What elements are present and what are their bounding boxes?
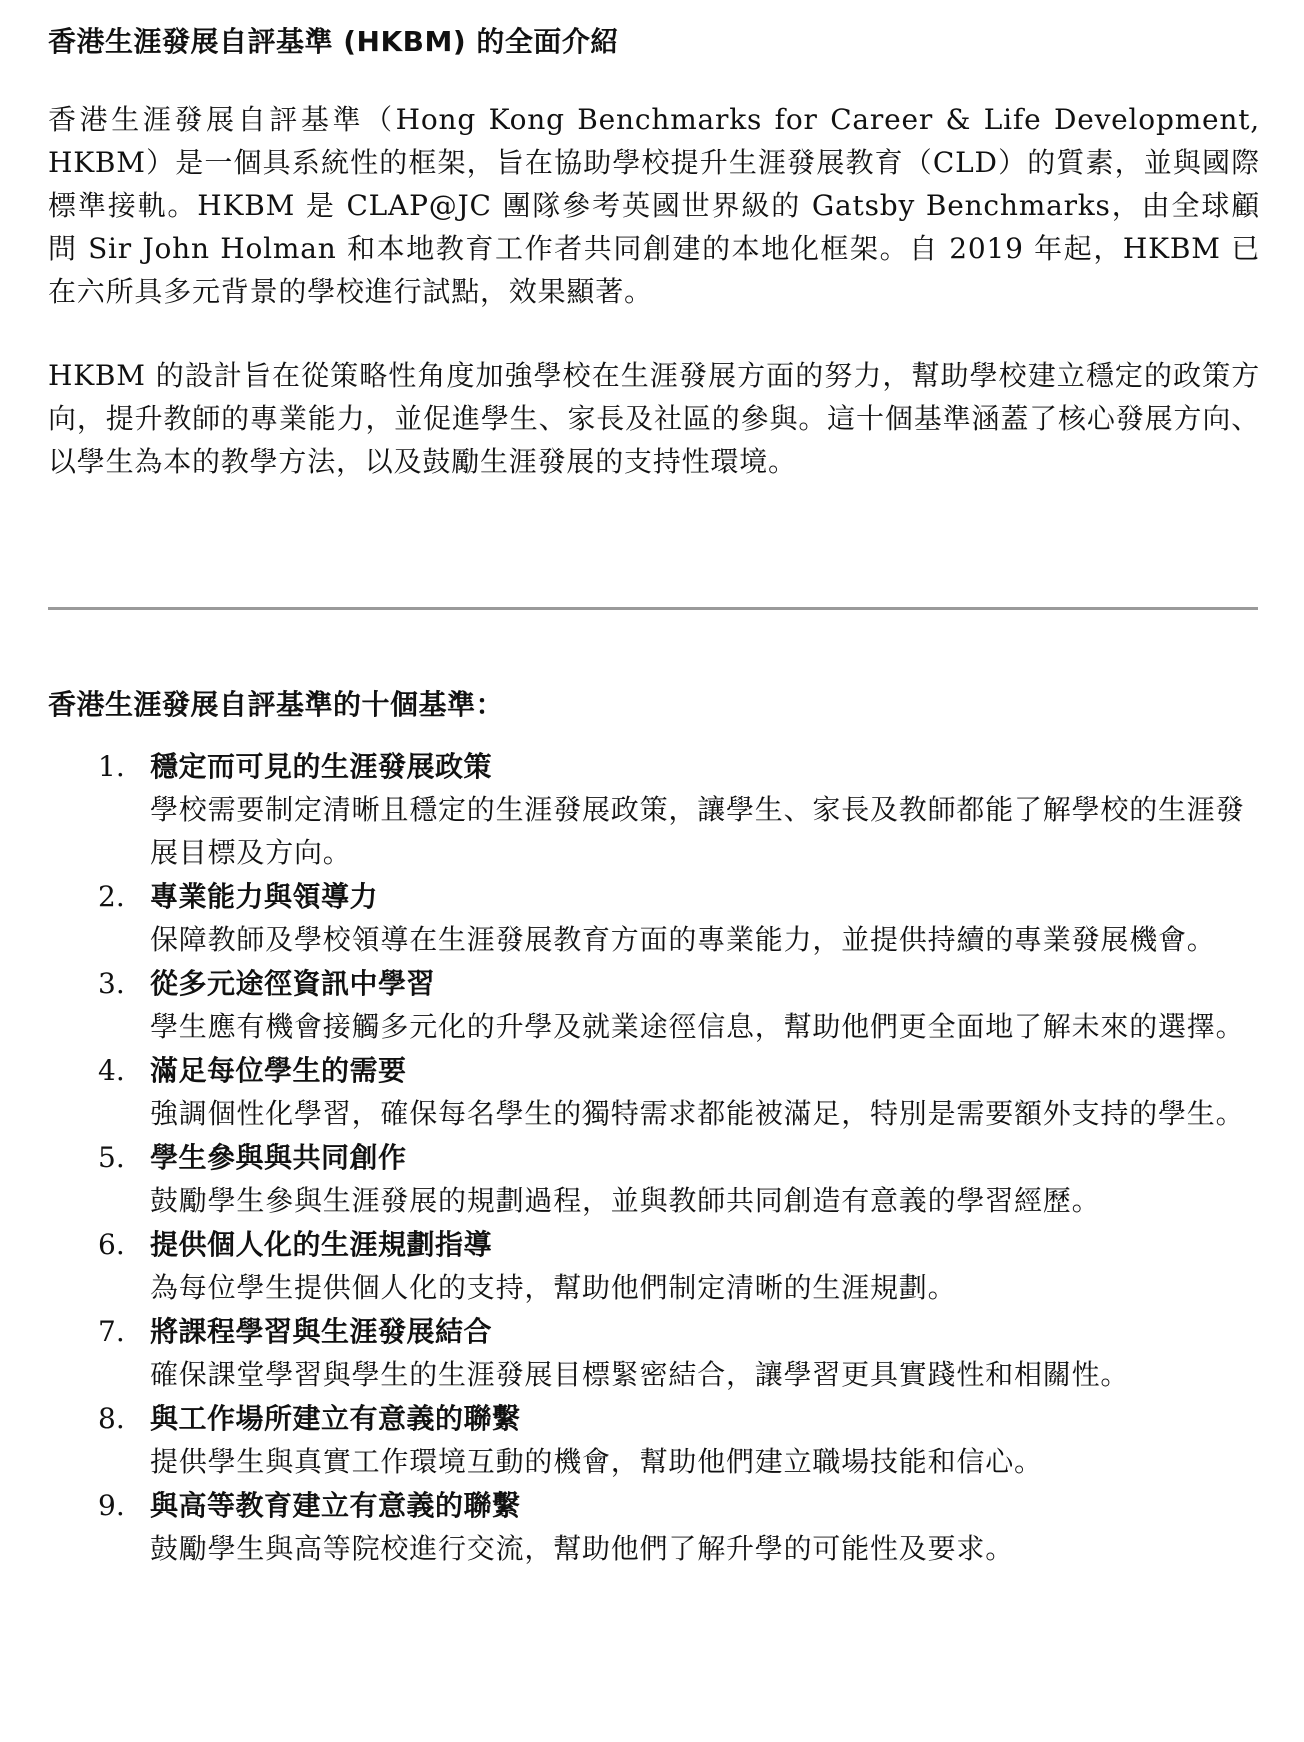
benchmark-item <box>98 1223 1258 1309</box>
document-page <box>48 22 1260 483</box>
intro-paragraph-1: 香港生涯發展自評基準（Hong Kong Benchmarks for Career & Life Development, HKBM）是一個具系統性的框架，旨在協助學校提升生涯發展教育（CLD）的質素，並與國際標準接軌。HKBM 是 CLAP@JC 團隊參考英國世界級的 Gatsby Benchmarks，由全球顧問 Sir John Holman 和本地教育工作者共同創建的本地化框架。自 2019 年起，HKBM 已在六所具多元背景的學校進行試點，效果顯著。 <box>48 103 1260 308</box>
benchmark-title: 穩定而可見的生涯發展政策 <box>150 750 493 783</box>
benchmark-item <box>98 1484 1258 1570</box>
benchmark-title: 從多元途徑資訊中學習 <box>150 967 436 1000</box>
benchmark-description: 確保課堂學習與學生的生涯發展目標緊密結合，讓學習更具實踐性和相關性。 <box>150 1358 1130 1391</box>
benchmark-title: 與工作場所建立有意義的聯繫 <box>150 1402 521 1435</box>
benchmark-number: 9. <box>98 1489 125 1522</box>
section-divider <box>48 607 1258 610</box>
page-title: 香港生涯發展自評基準 (HKBM) 的全面介紹 <box>48 25 619 58</box>
benchmark-number: 1. <box>98 750 125 783</box>
benchmark-number: 2. <box>98 880 125 913</box>
benchmark-description: 鼓勵學生參與生涯發展的規劃過程，並與教師共同創造有意義的學習經歷。 <box>150 1184 1101 1217</box>
benchmark-item <box>98 745 1258 874</box>
benchmark-description: 為每位學生提供個人化的支持，幫助他們制定清晰的生涯規劃。 <box>150 1271 957 1304</box>
benchmark-item <box>98 1136 1258 1222</box>
benchmark-description: 學生應有機會接觸多元化的升學及就業途徑信息，幫助他們更全面地了解未來的選擇。 <box>150 1010 1245 1043</box>
benchmark-number: 3. <box>98 967 125 1000</box>
benchmark-number: 5. <box>98 1141 125 1174</box>
benchmark-item <box>98 875 1258 961</box>
benchmark-number: 6. <box>98 1228 125 1261</box>
benchmark-item <box>98 1397 1258 1483</box>
benchmark-title: 學生參與與共同創作 <box>150 1141 407 1174</box>
benchmark-description: 鼓勵學生與高等院校進行交流，幫助他們了解升學的可能性及要求。 <box>150 1532 1015 1565</box>
benchmark-description: 提供學生與真實工作環境互動的機會，幫助他們建立職場技能和信心。 <box>150 1445 1043 1478</box>
benchmark-item <box>98 1049 1258 1135</box>
section-title: 香港生涯發展自評基準的十個基準： <box>48 688 505 722</box>
benchmark-item <box>98 962 1258 1048</box>
benchmark-description: 保障教師及學校領導在生涯發展教育方面的專業能力，並提供持續的專業發展機會。 <box>150 923 1216 956</box>
benchmark-title: 與高等教育建立有意義的聯繫 <box>150 1489 521 1522</box>
benchmark-title: 提供個人化的生涯規劃指導 <box>150 1228 493 1261</box>
benchmark-description: 學校需要制定清晰且穩定的生涯發展政策，讓學生、家長及教師都能了解學校的生涯發展目標及方向。 <box>150 793 1245 869</box>
benchmark-title: 滿足每位學生的需要 <box>150 1054 407 1087</box>
benchmark-number: 7. <box>98 1315 125 1348</box>
intro-paragraph-2: HKBM 的設計旨在從策略性角度加強學校在生涯發展方面的努力，幫助學校建立穩定的政策方向，提升教師的專業能力，並促進學生、家長及社區的參與。這十個基準涵蓋了核心發展方向、以學生為本的教學方法，以及鼓勵生涯發展的支持性環境。 <box>48 359 1260 478</box>
benchmark-title: 專業能力與領導力 <box>150 880 379 913</box>
benchmark-item <box>98 1310 1258 1396</box>
benchmark-number: 8. <box>98 1402 125 1435</box>
benchmark-list <box>98 745 1258 1571</box>
benchmark-title: 將課程學習與生涯發展結合 <box>150 1315 493 1348</box>
benchmark-description: 強調個性化學習，確保每名學生的獨特需求都能被滿足，特別是需要額外支持的學生。 <box>150 1097 1245 1130</box>
benchmark-number: 4. <box>98 1054 125 1087</box>
